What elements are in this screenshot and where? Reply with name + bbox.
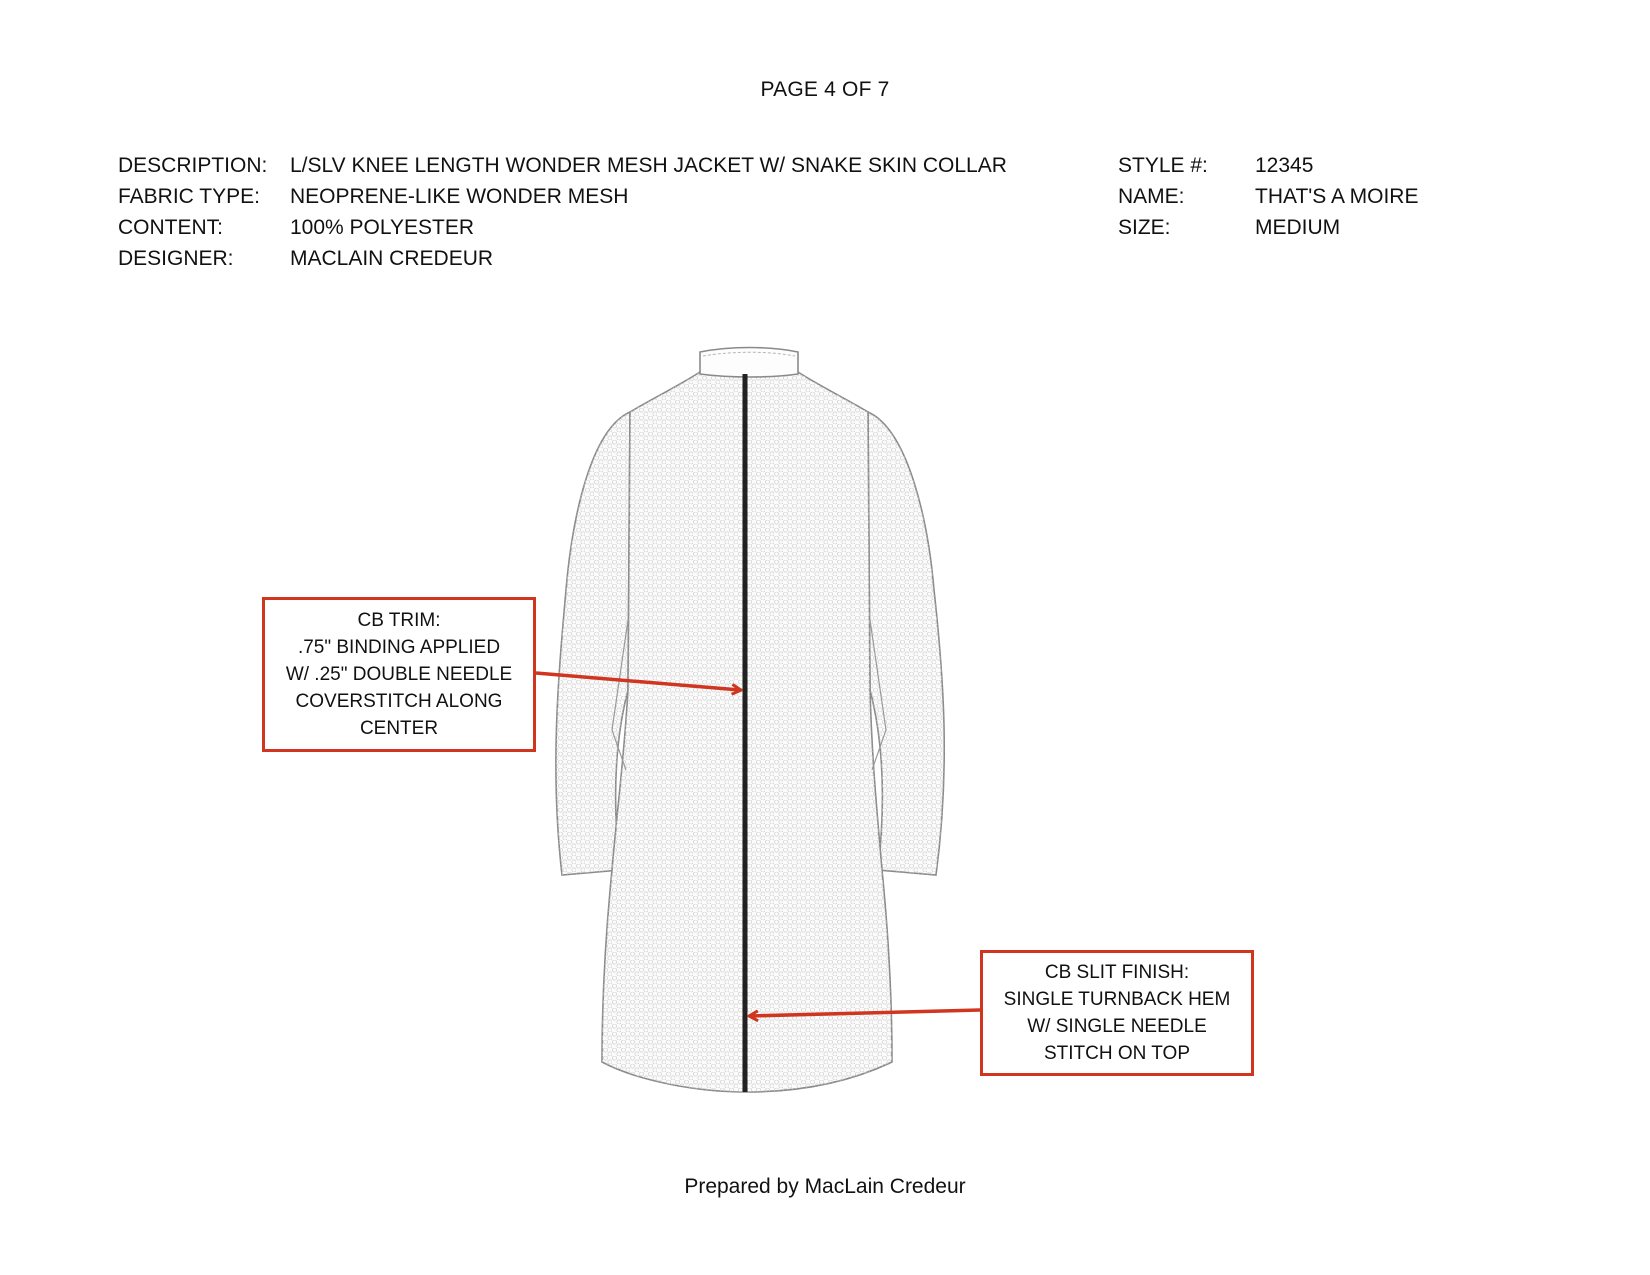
style-value: 12345 <box>1255 154 1314 177</box>
content-label: CONTENT: <box>118 216 223 239</box>
cb-slit-line-1: CB SLIT FINISH: <box>1044 962 1190 983</box>
cb-trim-line-5: CENTER <box>359 718 439 739</box>
name-label: NAME: <box>1118 185 1185 208</box>
designer-label: DESIGNER: <box>118 247 234 270</box>
cb-trim-line-3: W/ .25" DOUBLE NEEDLE <box>285 664 513 685</box>
right-sleeve-mesh <box>868 412 944 875</box>
designer-value: MACLAIN CREDEUR <box>290 247 494 270</box>
cb-slit-line-2: SINGLE TURNBACK HEM <box>1003 989 1231 1010</box>
style-label: STYLE #: <box>1118 154 1208 177</box>
cb-slit-line-4: STITCH ON TOP <box>1043 1043 1191 1064</box>
description-label: DESCRIPTION: <box>118 154 268 177</box>
page-number: PAGE 4 OF 7 <box>760 78 890 101</box>
size-value: MEDIUM <box>1255 216 1341 239</box>
name-value: THAT'S A MOIRE <box>1255 185 1419 208</box>
fabric-type-value: NEOPRENE-LIKE WONDER MESH <box>290 185 629 208</box>
cb-trim-line-1: CB TRIM: <box>357 610 441 631</box>
content-value: 100% POLYESTER <box>290 216 475 239</box>
prepared-by-footer: Prepared by MacLain Credeur <box>684 1175 966 1198</box>
fabric-type-label: FABRIC TYPE: <box>118 185 260 208</box>
cb-trim-line-2: .75" BINDING APPLIED <box>297 637 501 658</box>
cb-slit-callout <box>980 950 1254 1076</box>
size-label: SIZE: <box>1118 216 1171 239</box>
cb-slit-line-3: W/ SINGLE NEEDLE <box>1027 1016 1207 1037</box>
cb-trim-callout <box>262 597 536 752</box>
description-value: L/SLV KNEE LENGTH WONDER MESH JACKET W/ SNAKE SKIN COLLAR <box>290 154 1007 177</box>
cb-trim-line-4: COVERSTITCH ALONG <box>295 691 503 712</box>
